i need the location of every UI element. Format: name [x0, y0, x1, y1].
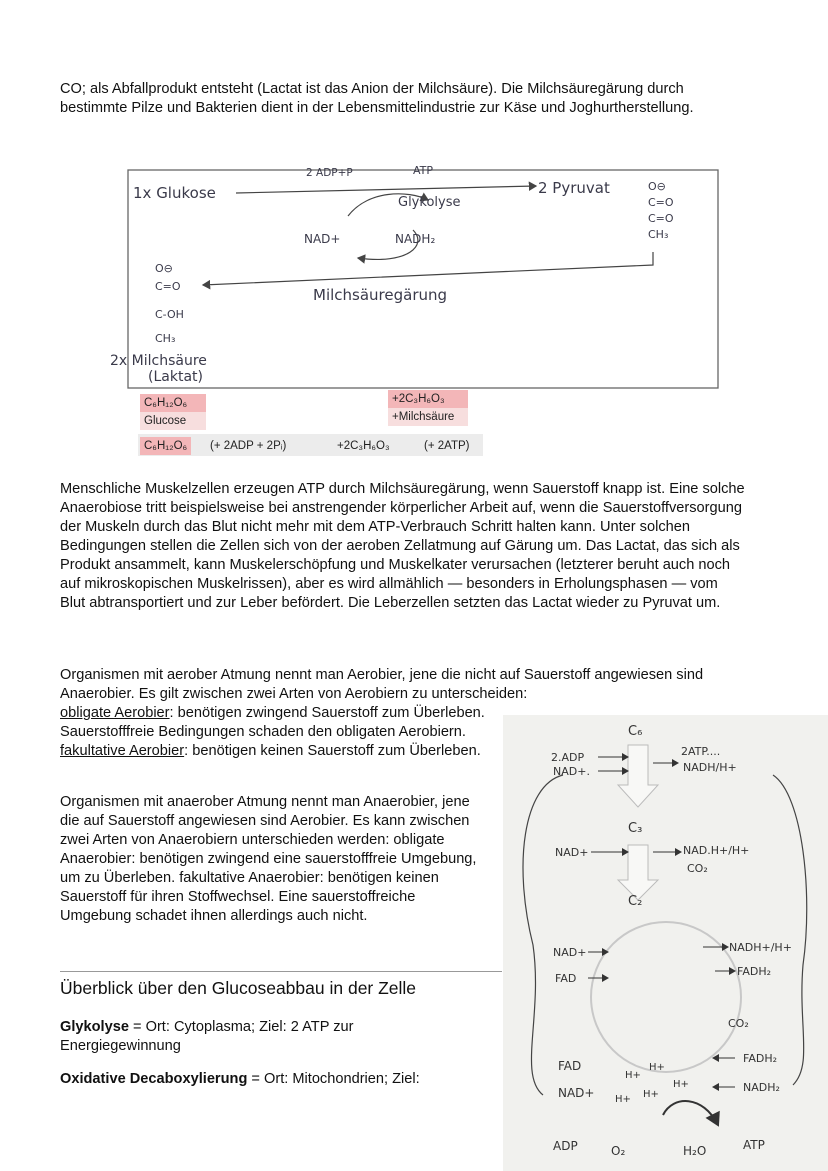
- c2-label: C₂: [628, 894, 643, 909]
- cycle-nad-label: NAD+: [553, 946, 587, 959]
- glycolysis-label: Glykolyse: [398, 195, 461, 210]
- equation2-glucose: C₆H₁₂O₆: [140, 437, 191, 455]
- bottom-atp-label: ATP: [743, 1138, 765, 1152]
- equation2-atp: (+ 2ATP): [424, 440, 470, 452]
- out-co2-label: CO₂: [687, 862, 708, 875]
- cycle-fadh-label: FADH₂: [737, 965, 771, 978]
- lactic-acid-label: 2x Milchsäure: [110, 353, 207, 369]
- proton-1: H+: [625, 1070, 641, 1081]
- obligate-aerobes-term: obligate Aerobier: [60, 705, 170, 721]
- respiration-diagram: [503, 715, 828, 1171]
- glycolysis-arrow: [236, 186, 536, 193]
- equation-glucose-name: Glucose: [140, 412, 206, 430]
- oxidative-desc: = Ort: Mitochondrien; Ziel:: [247, 1071, 420, 1087]
- in-nad-label: NAD+.: [553, 765, 590, 778]
- chain-nadh-label: NADH₂: [743, 1081, 780, 1094]
- in-nad2-label: NAD+: [555, 846, 589, 859]
- c3-down-arrow: [618, 845, 658, 900]
- proton-2: H+: [649, 1062, 665, 1073]
- pyruvate-atom-1: O⊖: [648, 180, 666, 193]
- proton-arrow: [663, 1101, 718, 1125]
- respiration-sketch: [503, 715, 828, 1171]
- citric-acid-cycle: [591, 922, 741, 1072]
- lactate-atom-3: C-OH: [155, 308, 184, 321]
- section-heading: Überblick über den Glucoseabbau in der Zelle: [60, 978, 417, 998]
- proton-3: H+: [615, 1094, 631, 1105]
- aerobic-types: [60, 704, 500, 761]
- c6-down-arrow: [618, 745, 658, 807]
- lactate-structure: [155, 262, 184, 345]
- right-carrier-curve: [773, 775, 807, 1085]
- muscle-paragraph: Menschliche Muskelzellen erzeugen ATP durch Milchsäuregärung, wenn Sauerstoff knapp ist. Eine solche Anaerobiose tritt beispielsweise bei anstrengender körperlicher Arbeit auf, wenn die Sauerstoffversorgung der Muskeln durch das Blut nicht mehr mit dem ATP-Verbrauch Schritt halten kann. Unter solchen Bedingungen stellen die Zellen sich von der aeroben Zellatmung auf Gärung um. Das Lactat, das sich als Produkt ansammelt, kann Muskelerschöpfung und Muskelkater verursachen (letzterer beruht auch noch auf mikroskopischen Muskelrissen), aber es wird allmählich — besonders in Erholungsphasen — vom Blut abtransportiert und zur Leber befördert. Die Leberzellen setzten das Lactat wieder zu Pyruvat um.: [60, 481, 745, 611]
- out-nadh-label: NADH/H+: [683, 761, 737, 774]
- bottom-o2-label: O₂: [611, 1144, 626, 1158]
- cycle-nadh-label: NADH+/H+: [729, 941, 792, 954]
- adp-label: 2 ADP+P: [306, 167, 353, 179]
- oxidative-item: [60, 1070, 485, 1089]
- pyruvate-to-lactate-arrow: [203, 252, 653, 285]
- lactic-fermentation-label: Milchsäuregärung: [313, 286, 448, 304]
- section-divider: [60, 971, 502, 972]
- oxidative-term: Oxidative Decaboxylierung: [60, 1071, 248, 1087]
- obligate-aerobes-text: : benötigen zwingend Sauerstoff zum Überleben. Sauerstofffreie Bedingungen schaden den obligaten Aerobiern.: [60, 705, 485, 740]
- out-nadh2-label: NAD.H+/H+: [683, 844, 750, 857]
- pyruvate-atom-3: C=O: [648, 212, 674, 225]
- atp-label: ATP: [413, 164, 434, 177]
- pyruvate-label: 2 Pyruvat: [538, 179, 610, 197]
- c6-label: C₆: [628, 724, 643, 739]
- equation2-adp: (+ 2ADP + 2Pᵢ): [210, 440, 287, 452]
- pyruvate-atom-4: CH₃: [648, 228, 669, 241]
- pyruvate-structure: [648, 180, 674, 241]
- proton-4: H+: [643, 1089, 659, 1100]
- cycle-fad-label: FAD: [555, 972, 577, 985]
- chain-nad-label: NAD+: [558, 1086, 595, 1100]
- glycolysis-desc: = Ort: Cytoplasma; Ziel: 2 ATP zur Energiegewinnung: [60, 1019, 354, 1054]
- facultative-aerobes-text: : benötigen keinen Sauerstoff zum Überleben.: [184, 743, 481, 759]
- bottom-adp-label: ADP: [553, 1139, 578, 1153]
- proton-5: H+: [673, 1079, 689, 1090]
- nad-label: NAD+: [304, 232, 341, 246]
- anaerobic-paragraph: Organismen mit anaerober Atmung nennt man Anaerobier, jene die auf Sauerstoff angewiesen sind Aerobier. Es kann zwischen zwei Arten von Anaerobiern unterschieden werden: obligate Anaerobier: benötigen zwingend eine sauerstofffreie Umgebung, um zu Überleben. fakultative Anaerobier: benötigen keinen Sauerstoff für ihren Stoffwechsel. Eine sauerstoffreiche Umgebung schadet ihnen allerdings auch nicht.: [60, 794, 477, 924]
- nadh-label: NADH₂: [395, 232, 436, 246]
- facultative-aerobes-term: fakultative Aerobier: [60, 743, 185, 759]
- lactate-label: (Laktat): [148, 369, 203, 385]
- aerobic-intro: Organismen mit aerober Atmung nennt man Aerobier, jene die nicht auf Sauerstoff angewiesen sind Anaerobier. Es gilt zwischen zwei Arten von Aerobiern zu unterscheiden:: [60, 667, 704, 702]
- cycle-co2-label: CO₂: [728, 1017, 749, 1030]
- left-carrier-curve: [523, 775, 563, 1095]
- equation-product-name: +Milchsäure: [388, 408, 468, 426]
- intro-paragraph: CO; als Abfallprodukt entsteht (Lactat ist das Anion der Milchsäure). Die Milchsäuregärung durch bestimmte Pilze und Bakterien dient in der Lebensmittelindustrie zur Käse und Joghurtherstellung.: [60, 81, 694, 116]
- glucose-label: 1x Glukose: [133, 184, 216, 202]
- equation-glucose-formula: C₆H₁₂O₆: [140, 394, 206, 412]
- glycolysis-item: [60, 1018, 465, 1056]
- chain-fad-label: FAD: [558, 1059, 582, 1073]
- lactate-atom-2: C=O: [155, 280, 181, 293]
- bottom-h2o-label: H₂O: [683, 1144, 707, 1158]
- in-adp-label: 2.ADP: [551, 751, 585, 764]
- glycolysis-term: Glykolyse: [60, 1019, 129, 1035]
- lactate-atom-4: CH₃: [155, 332, 176, 345]
- c3-label: C₃: [628, 821, 643, 836]
- chain-fadh-label: FADH₂: [743, 1052, 777, 1065]
- pyruvate-atom-2: C=O: [648, 196, 674, 209]
- equation-product-formula: +2C₃H₆O₃: [388, 390, 468, 408]
- out-atp-label: 2ATP....: [681, 745, 721, 758]
- lactate-atom-1: O⊖: [155, 262, 173, 275]
- equation2-product: +2C₃H₆O₃: [337, 440, 390, 452]
